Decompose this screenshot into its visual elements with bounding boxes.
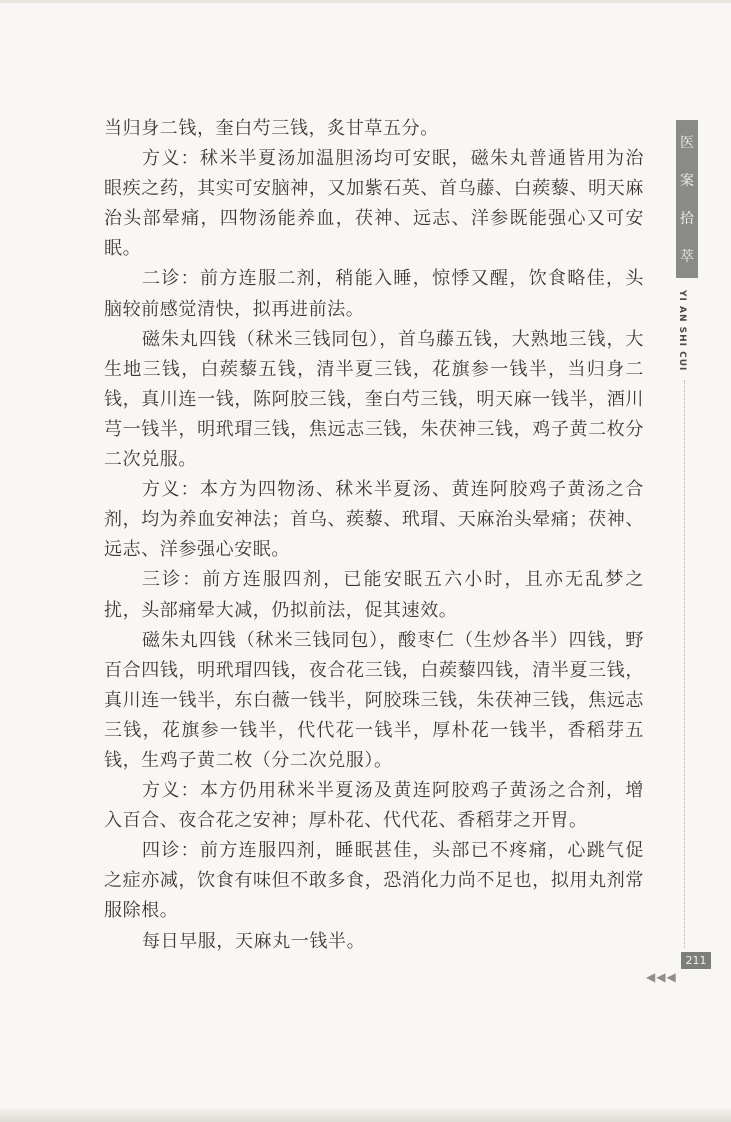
- paragraph: 方义：本方为四物汤、秫米半夏汤、黄连阿胶鸡子黄汤之合剂，均为养血安神法；首乌、蒺藜、玳瑁、天麻治头晕痛；茯神、远志、洋参强心安眠。: [104, 479, 644, 561]
- page-bottom-edge: [0, 1108, 731, 1122]
- chapter-side-tab: [676, 120, 698, 278]
- paragraph: 方义：秫米半夏汤加温胆汤均可安眠，磁朱丸普通皆用为治眼疾之药，其实可安脑神，又加紫石英、首乌藤、白蒺藜、明天麻治头部晕痛，四物汤能养血，茯神、远志、洋参既能强心又可安眠。: [104, 148, 644, 260]
- paragraph: 四诊：前方连服四剂，睡眠甚佳，头部已不疼痛，心跳气促之症亦减，饮食有味但不敢多食，恐消化力尚不足也，拟用丸剂常服除根。: [104, 840, 644, 922]
- chapter-pinyin-text: YI AN SHI CUI: [677, 290, 687, 372]
- paragraph: 每日早服，天麻丸一钱半。: [142, 930, 366, 952]
- paragraph: 二诊：前方连服二剂，稍能入睡，惊悸又醒，饮食略佳，头脑较前感觉清快，拟再进前法。: [104, 268, 644, 320]
- side-tab-char: 拾: [680, 211, 694, 227]
- main-text: [104, 114, 644, 957]
- side-tab-char: 案: [680, 173, 694, 189]
- paragraph: 当归身二钱，奎白芍三钱，炙甘草五分。: [104, 118, 439, 139]
- paragraph: 磁朱丸四钱（秫米三钱同包），酸枣仁（生炒各半）四钱，野百合四钱，明玳瑁四钱，夜合花三钱，白蒺藜四钱，清半夏三钱，真川连一钱半，东白薇一钱半，阿胶珠三钱，朱茯神三钱，焦远志三钱，花旗参一钱半，代代花一钱半，厚朴花一钱半，香稻芽五钱，生鸡子黄二枚（分二次兑服）。: [104, 629, 644, 771]
- side-dotted-rule: [684, 380, 685, 948]
- paragraph: 方义：本方仍用秫米半夏汤及黄连阿胶鸡子黄汤之合剂，增入百合、夜合花之安神；厚朴花、代代花、香稻芽之开胃。: [104, 780, 644, 832]
- paragraph: 三诊：前方连服四剂，已能安眠五六小时，且亦无乱梦之扰，头部痛晕大减，仍拟前法，促其速效。: [104, 569, 644, 621]
- nav-arrows-icon: ◀◀◀: [646, 970, 677, 984]
- page-number: 211: [681, 952, 711, 969]
- paragraph: 磁朱丸四钱（秫米三钱同包），首乌藤五钱，大熟地三钱，大生地三钱，白蒺藜五钱，清半夏三钱，花旗参一钱半，当归身二钱，真川连一钱，陈阿胶三钱，奎白芍三钱，明天麻一钱半，酒川芎一钱半，明玳瑁三钱，焦远志三钱，朱茯神三钱，鸡子黄二枚分二次兑服。: [104, 328, 644, 471]
- side-tab-char: 医: [680, 135, 694, 151]
- chapter-pinyin: [679, 290, 695, 370]
- page-top-edge: [0, 0, 731, 3]
- side-tab-char: 萃: [680, 249, 694, 265]
